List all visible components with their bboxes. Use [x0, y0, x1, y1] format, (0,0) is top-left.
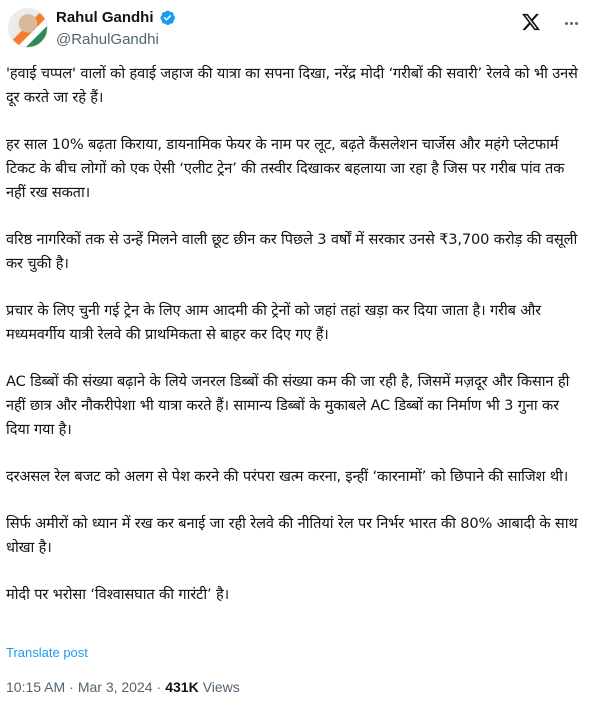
post-date[interactable]: Mar 3, 2024: [77, 679, 153, 695]
meta-separator: ·: [156, 679, 162, 695]
post-paragraph: 'हवाई चप्पल' वालों को हवाई जहाज की यात्रा का सपना दिखा, नरेंद्र मोदी ‘गरीबों की सवारी’ रेलवे को भी उनसे दूर करते जा रहे हैं।: [6, 65, 578, 106]
meta-separator: ·: [69, 679, 74, 695]
post-paragraph: वरिष्ठ नागरिकों तक से उन्हें मिलने वाली छूट छीन कर पिछले 3 वर्षों में सरकार उनसे ₹3,700 करोड़ की वसूली कर चुकी है।: [6, 231, 578, 272]
post-header: [0, 0, 590, 60]
post-paragraph: सिर्फ अमीरों को ध्यान में रख कर बनाई जा रही रेलवे की नीतियां रेल पर निर्भर भारत की 80% आबादी के साथ धोखा है।: [6, 515, 578, 556]
translate-post-link[interactable]: Translate post: [6, 645, 88, 660]
post-metadata: [6, 679, 240, 695]
more-dot: [575, 22, 578, 25]
post-text: [6, 62, 584, 630]
more-dot: [565, 22, 568, 25]
author-name-row: [56, 9, 176, 26]
avatar[interactable]: [8, 8, 48, 48]
verified-badge-icon: [159, 9, 176, 26]
post-paragraph: प्रचार के लिए चुनी गई ट्रेन के लिए आम आदमी की ट्रेनों को जहां तहां खड़ा कर दिया जाता है। गरीब और मध्यमवर्गीय यात्री रेलवे की प्राथमिकता से बाहर कर दिए गए हैं।: [6, 302, 541, 343]
post-paragraph: दरअसल रेल बजट को अलग से पेश करने की परंपरा खत्म करना, इन्हीं ‘कारनामों’ को छिपाने की साजिश थी।: [6, 468, 569, 485]
post-paragraph: AC डिब्बों की संख्या बढ़ाने के लिये जनरल डिब्बों की संख्या कम की जा रही है, जिसमें मज़दूर और किसान ही नहीं छात्र और नौकरीपेशा भी यात्रा करते हैं। सामान्य डिब्बों के मुकाबले AC डिब्बों का निर्माण भी 3 गुना कर दिया गया है।: [6, 373, 570, 438]
x-logo-icon[interactable]: [521, 12, 541, 32]
more-options-icon[interactable]: [560, 12, 582, 34]
post-time[interactable]: 10:15 AM: [6, 679, 66, 695]
views-label: Views: [202, 679, 240, 695]
post-paragraph: हर साल 10% बढ़ता किराया, डायनामिक फेयर के नाम पर लूट, बढ़ते कैंसलेशन चार्जेस और महंगे प्लेटफार्म टिकट के बीच लोगों को एक ऐसी ‘एलीट ट्रेन’ की तस्वीर दिखाकर बहलाया जा रहा है जिस पर गरीब पांव तक नहीं रख सकता।: [6, 136, 565, 201]
post-paragraph: मोदी पर भरोसा ‘विश्वासघात की गारंटी’ है।: [6, 586, 229, 603]
author-handle[interactable]: @RahulGandhi: [56, 31, 159, 48]
author-name[interactable]: Rahul Gandhi: [56, 9, 154, 26]
more-dot: [570, 22, 573, 25]
views-count[interactable]: 431K: [165, 679, 199, 695]
